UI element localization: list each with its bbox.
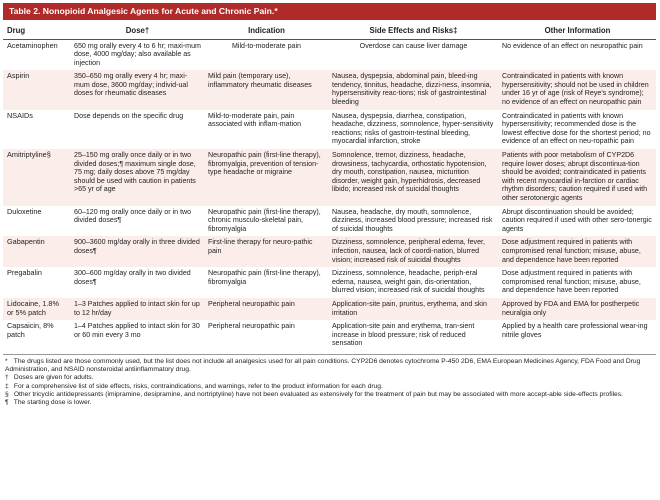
footnote-text: Doses are given for adults.	[13, 374, 94, 382]
footnote-text: The drugs listed are those commonly used, but the list does not include all analgesics used for all pain conditions. CYP2D6 denotes cytochrome P-450 2D6, EMA European Medicines Agency, FDA Food and Drug Administration, and NSAID nonsteroidal antiinflammatory drug.	[5, 357, 641, 374]
footnote-mark: ¶	[5, 398, 9, 406]
other-info-cell: Abrupt discontinuation should be avoided; caution required if used with other sero-tonergic agents	[502, 207, 652, 233]
drug-cell: Aspirin	[3, 70, 70, 109]
footnote	[5, 391, 654, 399]
footnote-text: Other tricyclic antidepressants (imipramine, desipramine, and nortriptyline) have not been evaluated as extensively for the treatment of pain but may be associated with more accept-able side-effects profiles.	[13, 390, 623, 398]
table-row	[3, 298, 656, 320]
dose-cell: 300–600 mg/day orally in two divided doses¶	[74, 269, 191, 286]
drug-cell: Lidocaine, 1.8% or 5% patch	[3, 298, 70, 320]
header-row	[3, 22, 656, 39]
drug-cell: Amitriptyline§	[3, 149, 70, 206]
other-info-cell: Approved by FDA and EMA for postherpetic neuralgia only	[498, 298, 656, 320]
side-effects-cell: Dizziness, somnolence, peripheral edema, fever, infection, nausea, lack of coordi-nation, blurred vision; increased risk of suicidal thoughts	[328, 236, 498, 267]
side-effects-cell: Nausea, dyspepsia, abdominal pain, bleed-ing tendency, tinnitus, headache, dizzi-ness, insomnia, hypersensitivity reac-tions; risk of gastrointestinal bleeding	[328, 70, 498, 109]
footnote-mark: §	[5, 390, 9, 398]
indication-cell: First-line therapy for neuro-pathic pain	[204, 236, 328, 267]
dose-cell: 1–4 Patches applied to intact skin for 30 or 60 min every 3 mo	[74, 322, 200, 339]
footnotes	[3, 354, 656, 407]
footnote-text: The starting dose is lower.	[13, 398, 92, 406]
side-effects-cell: Nausea, headache, dry mouth, somnolence, dizziness, increased blood pressure; increased risk of suicidal thoughts	[332, 207, 493, 233]
drug-cell: Pregabalin	[7, 268, 42, 278]
side-effects-cell: Overdose can cause liver damage	[359, 41, 468, 50]
column-header-side-effects: Side Effects and Risks‡	[328, 22, 498, 39]
drug-cell: Acetaminophen	[7, 40, 58, 50]
table-row	[3, 267, 656, 298]
table-row	[3, 236, 656, 267]
drug-cell: NSAIDs	[7, 110, 33, 120]
dose-cell: 60–120 mg orally once daily or in two divided doses¶	[74, 207, 192, 225]
other-info-cell: Dose adjustment required in patients with compromised renal function; misuse, abuse, and dependence have been reported	[502, 269, 641, 295]
footnote	[5, 383, 654, 391]
indication-cell: Peripheral neuropathic pain	[208, 322, 295, 331]
indication-cell: Peripheral neuropathic pain	[204, 298, 328, 320]
dose-cell: 900–3600 mg/day orally in three divided doses¶	[70, 236, 204, 267]
other-info-cell: Contraindicated in patients with known hypersensitivity; recommended dose is the lowest effective dose for the shortest period; no evidence of an effect on neu-ropathic pain	[502, 111, 651, 146]
analgesic-table	[3, 22, 656, 351]
footnote	[5, 358, 654, 374]
footnote-text: For a comprehensive list of side effects, risks, contraindications, and warnings, refer to the product information for each drug.	[13, 382, 383, 390]
indication-cell: Mild-to-moderate pain	[232, 41, 301, 50]
indication-cell: Neuropathic pain (first-line therapy), chronic musculo-skeletal pain, fibromyalgia	[208, 207, 321, 233]
footnote-mark: ‡	[5, 382, 9, 390]
column-header-dose: Dose†	[70, 22, 204, 39]
drug-cell: Capsaicin, 8% patch	[7, 321, 54, 339]
footnote	[5, 374, 654, 382]
column-header-other-information: Other Information	[498, 22, 656, 39]
indication-cell: Neuropathic pain (first-line therapy), fibromyalgia	[208, 269, 321, 286]
indication-cell: Mild pain (temporary use), inflammatory rheumatic diseases	[204, 70, 328, 109]
table-row	[3, 39, 656, 70]
dose-cell: 25–150 mg orally once daily or in two divided doses;¶ maximum single dose, 75 mg; daily doses above 75 mg/day should be used with caution in patients >65 yr of age	[70, 149, 204, 206]
other-info-cell: Applied by a health care professional wear-ing nitrile gloves	[502, 322, 648, 339]
indication-cell: Neuropathic pain (first-line therapy), fibromyalgia, prevention of tension-type headache or migraine	[204, 149, 328, 206]
other-info-cell: Patients with poor metabolism of CYP2D6 require lower doses; abrupt discontinua-tion should be avoided; contraindicated in patients with recent myocardial in-farction or cardiac rhythm disorders; caution required if used with other serotonergic agents	[498, 149, 656, 206]
side-effects-cell: Dizziness, somnolence, headache, periph-eral edema, nausea, weight gain, dis-orientation, blurred vision; increased risk of suicidal thoughts	[332, 269, 485, 295]
side-effects-cell: Somnolence, tremor, dizziness, headache, drowsiness, tachycardia, orthostatic hypotension, dry mouth, constipation, nausea, micturition disorder, weight gain, hyperhidrosis, decreased libido; increased risk of suicidal thoughts	[328, 149, 498, 206]
side-effects-cell: Application-site pain, pruritus, erythema, and skin irritation	[328, 298, 498, 320]
dose-cell: Dose depends on the specific drug	[74, 111, 184, 120]
side-effects-cell: Application-site pain and erythema, tran-sient increase in blood pressure; risk of reduced sensation	[332, 322, 475, 348]
footnote	[5, 399, 654, 407]
indication-cell: Mild-to-moderate pain, pain associated with inflam-mation	[208, 111, 302, 129]
dose-cell: 1–3 Patches applied to intact skin for up to 12 hr/day	[70, 298, 204, 320]
drug-cell: Duloxetine	[7, 206, 42, 216]
column-header-indication: Indication	[204, 22, 328, 39]
footnote-mark: *	[5, 357, 8, 365]
other-info-cell: Dose adjustment required in patients with compromised renal function; misuse, abuse, and dependence have been reported	[498, 236, 656, 267]
table-title: Table 2. Nonopioid Analgesic Agents for Acute and Chronic Pain.*	[3, 3, 656, 20]
table-row	[3, 70, 656, 109]
footnote-mark: †	[5, 374, 9, 382]
column-header-drug: Drug	[3, 22, 70, 39]
other-info-cell: No evidence of an effect on neuropathic pain	[502, 41, 643, 50]
table-row	[3, 320, 656, 351]
dose-cell: 650 mg orally every 4 to 6 hr; maxi-mum dose, 4000 mg/day; also available as injection	[74, 41, 201, 67]
table-row	[3, 206, 656, 237]
other-info-cell: Contraindicated in patients with known hypersensitivity; should not be used in children under 16 yr of age (risk of Reye's syndrome); no evidence of an effect on neuropathic pain	[498, 70, 656, 109]
dose-cell: 350–650 mg orally every 4 hr; maxi-mum dose, 3600 mg/day; individ-ual doses for rheumatic diseases	[70, 70, 204, 109]
table-row	[3, 110, 656, 149]
table-row	[3, 149, 656, 206]
side-effects-cell: Nausea, dyspepsia, diarrhea, constipation, headache, dizziness, somnolence, hyper-sensitivity reactions; risks of gastroin-testinal bleeding, myocardial infarction, stroke	[332, 111, 494, 146]
drug-cell: Gabapentin	[3, 236, 70, 267]
